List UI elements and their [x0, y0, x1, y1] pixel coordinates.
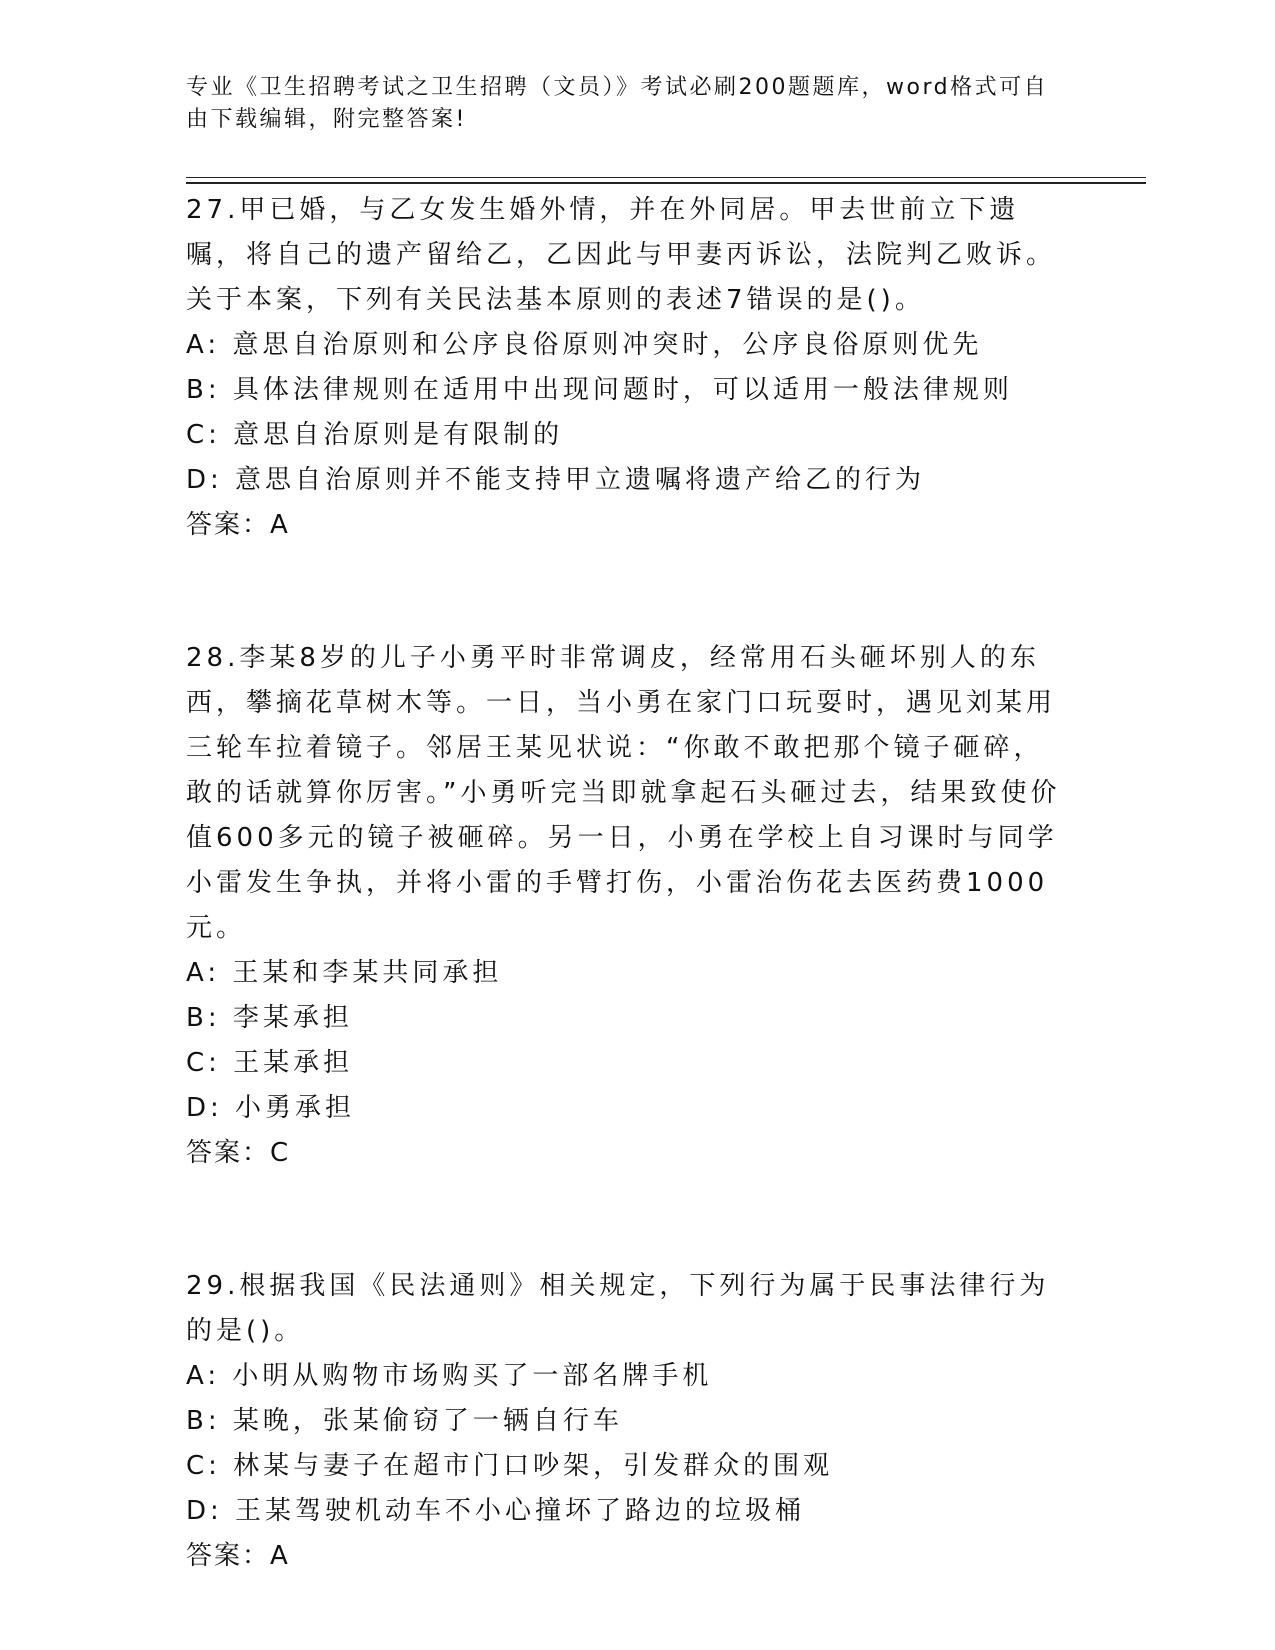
option-c: C: 意思自治原则是有限制的	[186, 420, 564, 450]
question-27	[186, 188, 1066, 548]
option-a: A: 王某和李某共同承担	[186, 958, 503, 988]
page-header-title: 专业《卫生招聘考试之卫生招聘（文员）》考试必刷200题题库，word格式可自由下载编辑，附完整答案!	[186, 75, 1049, 132]
option-c: C: 王某承担	[186, 1048, 354, 1078]
question-list	[186, 188, 1066, 1579]
question-28	[186, 636, 1066, 1176]
option-d: D: 王某驾驶机动车不小心撞坏了路边的垃圾桶	[186, 1496, 806, 1526]
question-stem: 28.李某8岁的儿子小勇平时非常调皮，经常用石头砸坏别人的东西，攀摘花草树木等。一日，当小勇在家门口玩耍时，遇见刘某用三轮车拉着镜子。邻居王某见状说：“你敢不敢把那个镜子砸碎，敢的话就算你厉害。”小勇听完当即就拿起石头砸过去，结果致使价值600多元的镜子被砸碎。另一日，小勇在学校上自习课时与同学小雷发生争执，并将小雷的手臂打伤，小雷治伤花去医药费1000元。	[186, 643, 1061, 943]
question-29	[186, 1264, 1066, 1579]
option-b: B: 李某承担	[186, 1003, 353, 1033]
answer-label: 答案：A	[186, 510, 290, 540]
answer-label: 答案：A	[186, 1541, 290, 1571]
answer-label: 答案：C	[186, 1138, 291, 1168]
option-b: B: 某晚，张某偷窃了一辆自行车	[186, 1406, 623, 1436]
question-stem: 29.根据我国《民法通则》相关规定，下列行为属于民事法律行为的是()。	[186, 1271, 1050, 1346]
option-a: A: 意思自治原则和公序良俗原则冲突时，公序良俗原则优先	[186, 330, 983, 360]
option-d: D: 意思自治原则并不能支持甲立遗嘱将遗产给乙的行为	[186, 465, 926, 495]
question-stem: 27.甲已婚，与乙女发生婚外情，并在外同居。甲去世前立下遗嘱，将自己的遗产留给乙，乙因此与甲妻丙诉讼，法院判乙败诉。关于本案，下列有关民法基本原则的表述7错误的是()。	[186, 195, 1057, 315]
question-spacer	[186, 1176, 1066, 1264]
option-b: B: 具体法律规则在适用中出现问题时，可以适用一般法律规则	[186, 375, 1013, 405]
header-divider-top	[186, 177, 1146, 178]
option-d: D: 小勇承担	[186, 1093, 356, 1123]
question-spacer	[186, 548, 1066, 636]
option-a: A: 小明从购物市场购买了一部名牌手机	[186, 1361, 713, 1391]
option-c: C: 林某与妻子在超市门口吵架，引发群众的围观	[186, 1451, 834, 1481]
header-divider-bottom	[186, 182, 1146, 184]
